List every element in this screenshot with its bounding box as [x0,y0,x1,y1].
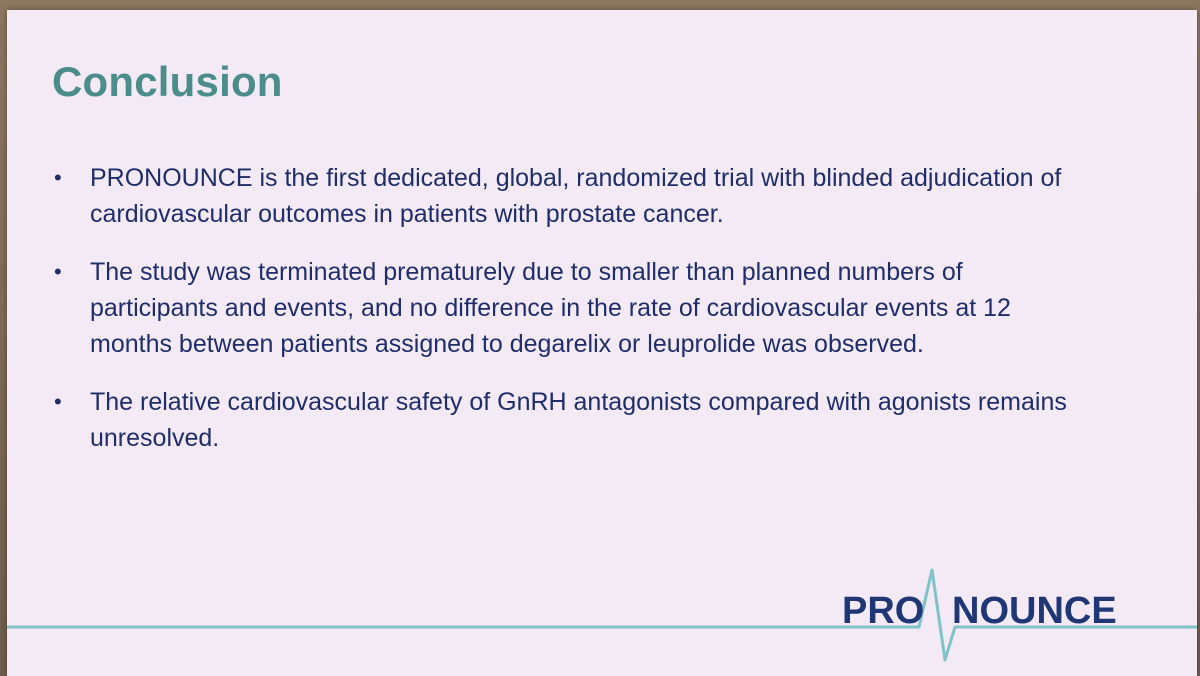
logo-text-pro: PRO [842,590,925,632]
bullet-text: The relative cardiovascular safety of GnRH antagonists compared with agonists remains unresolved. [90,388,1067,452]
pronounce-logo [7,565,1197,675]
bullet-list [52,160,1072,478]
bullet-item [52,384,1072,456]
slide-title: Conclusion [52,58,283,105]
bullet-item [52,254,1072,362]
logo-text-nounce: NOUNCE [952,590,1117,632]
bullet-marker: • [54,389,62,414]
bullet-text: PRONOUNCE is the first dedicated, global, randomized trial with blinded adjudication of cardiovascular outcomes in patients with prostate cancer. [90,164,1062,228]
logo-graphic [7,565,1197,675]
bullet-marker: • [54,259,62,284]
bullet-text: The study was terminated prematurely due to smaller than planned numbers of participants and events, and no difference in the rate of cardiovascular events at 12 months between patients assigned to degarelix or leuprolide was observed. [90,258,1011,358]
bullet-marker: • [54,165,62,190]
bullet-item [52,160,1072,232]
presentation-slide [7,10,1197,676]
